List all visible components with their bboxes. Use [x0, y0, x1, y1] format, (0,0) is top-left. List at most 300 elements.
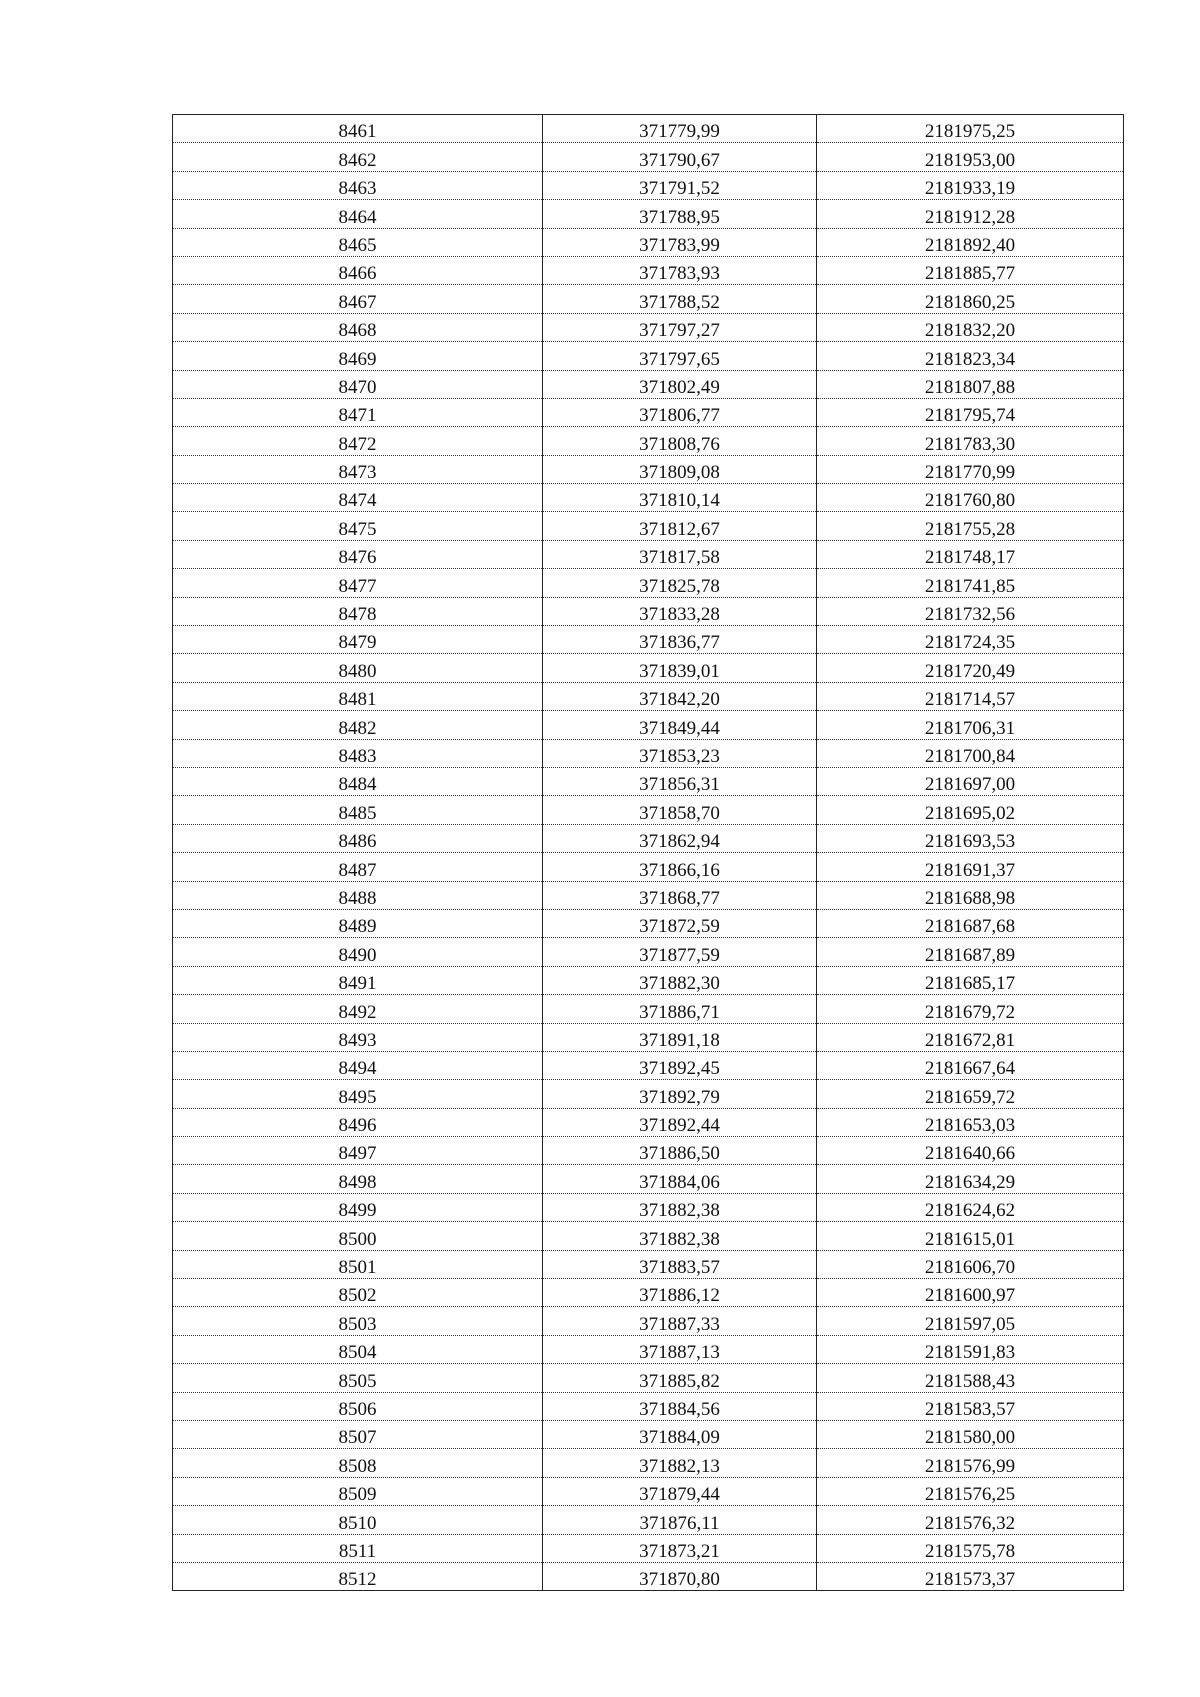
point-number-cell	[173, 1080, 543, 1108]
table-row	[173, 739, 1124, 767]
y-coordinate-text: 2181600,97	[924, 1285, 1016, 1307]
y-coordinate-cell	[817, 398, 1124, 426]
table-row	[173, 1080, 1124, 1108]
table-row	[173, 767, 1124, 795]
point-number-text: 8476	[338, 547, 377, 569]
point-number-cell	[173, 484, 543, 512]
point-number-text: 8468	[338, 320, 377, 342]
x-coordinate-text: 371788,95	[639, 206, 720, 228]
y-coordinate-cell	[817, 739, 1124, 767]
point-number-cell	[173, 228, 543, 256]
table-row	[173, 1108, 1124, 1136]
table-row	[173, 540, 1124, 568]
y-coordinate-text: 2181667,64	[924, 1058, 1016, 1080]
point-number-cell	[173, 853, 543, 881]
point-number-text: 8512	[338, 1569, 377, 1591]
y-coordinate-text: 2181687,89	[924, 944, 1016, 966]
table-row	[173, 115, 1124, 143]
x-coordinate-text: 371887,33	[639, 1313, 720, 1335]
x-coordinate-cell	[543, 767, 817, 795]
y-coordinate-cell	[817, 767, 1124, 795]
y-coordinate-cell	[817, 342, 1124, 370]
table-row	[173, 881, 1124, 909]
x-coordinate-cell	[543, 200, 817, 228]
point-number-text: 8490	[338, 944, 377, 966]
x-coordinate-cell	[543, 1335, 817, 1363]
y-coordinate-cell	[817, 1420, 1124, 1448]
y-coordinate-text: 2181597,05	[924, 1313, 1016, 1335]
table-row	[173, 200, 1124, 228]
table-row	[173, 228, 1124, 256]
y-coordinate-text: 2181615,01	[924, 1228, 1016, 1250]
x-coordinate-text: 371817,58	[639, 547, 720, 569]
y-coordinate-text: 2181634,29	[924, 1171, 1016, 1193]
y-coordinate-cell	[817, 1477, 1124, 1505]
point-number-text: 8491	[338, 973, 377, 995]
y-coordinate-text: 2181760,80	[924, 490, 1016, 512]
point-number-cell	[173, 427, 543, 455]
point-number-cell	[173, 796, 543, 824]
point-number-cell	[173, 881, 543, 909]
x-coordinate-cell	[543, 739, 817, 767]
table-row	[173, 1449, 1124, 1477]
point-number-text: 8465	[338, 234, 377, 256]
x-coordinate-cell	[543, 966, 817, 994]
y-coordinate-cell	[817, 1108, 1124, 1136]
x-coordinate-text: 371790,67	[639, 149, 720, 171]
point-number-text: 8477	[338, 575, 377, 597]
x-coordinate-text: 371882,13	[639, 1455, 720, 1477]
x-coordinate-cell	[543, 1562, 817, 1590]
x-coordinate-cell	[543, 1222, 817, 1250]
table-row	[173, 1392, 1124, 1420]
x-coordinate-cell	[543, 484, 817, 512]
point-number-text: 8462	[338, 149, 377, 171]
table-row	[173, 143, 1124, 171]
x-coordinate-cell	[543, 938, 817, 966]
y-coordinate-text: 2181912,28	[924, 206, 1016, 228]
y-coordinate-text: 2181687,68	[924, 916, 1016, 938]
point-number-text: 8495	[338, 1086, 377, 1108]
x-coordinate-cell	[543, 540, 817, 568]
x-coordinate-text: 371887,13	[639, 1342, 720, 1364]
y-coordinate-cell	[817, 1449, 1124, 1477]
y-coordinate-text: 2181953,00	[924, 149, 1016, 171]
point-number-text: 8500	[338, 1228, 377, 1250]
point-number-text: 8479	[338, 632, 377, 654]
y-coordinate-cell	[817, 1023, 1124, 1051]
point-number-cell	[173, 626, 543, 654]
x-coordinate-text: 371809,08	[639, 462, 720, 484]
x-coordinate-cell	[543, 1420, 817, 1448]
point-number-cell	[173, 1108, 543, 1136]
x-coordinate-cell	[543, 995, 817, 1023]
point-number-cell	[173, 1477, 543, 1505]
point-number-cell	[173, 1420, 543, 1448]
x-coordinate-text: 371842,20	[639, 689, 720, 711]
y-coordinate-cell	[817, 881, 1124, 909]
table-row	[173, 512, 1124, 540]
point-number-text: 8461	[338, 121, 377, 143]
point-number-cell	[173, 767, 543, 795]
y-coordinate-text: 2181860,25	[924, 291, 1016, 313]
point-number-text: 8494	[338, 1058, 377, 1080]
point-number-text: 8482	[338, 717, 377, 739]
point-number-text: 8503	[338, 1313, 377, 1335]
y-coordinate-text: 2181672,81	[924, 1029, 1016, 1051]
table-row	[173, 484, 1124, 512]
point-number-text: 8485	[338, 802, 377, 824]
point-number-cell	[173, 1506, 543, 1534]
table-row	[173, 626, 1124, 654]
y-coordinate-cell	[817, 1051, 1124, 1079]
point-number-cell	[173, 938, 543, 966]
x-coordinate-text: 371856,31	[639, 774, 720, 796]
x-coordinate-cell	[543, 1307, 817, 1335]
table-row	[173, 966, 1124, 994]
point-number-cell	[173, 200, 543, 228]
x-coordinate-cell	[543, 1165, 817, 1193]
table-row	[173, 1051, 1124, 1079]
y-coordinate-cell	[817, 370, 1124, 398]
x-coordinate-text: 371873,21	[639, 1540, 720, 1562]
y-coordinate-cell	[817, 228, 1124, 256]
y-coordinate-cell	[817, 1392, 1124, 1420]
point-number-text: 8484	[338, 774, 377, 796]
y-coordinate-text: 2181591,83	[924, 1342, 1016, 1364]
y-coordinate-text: 2181685,17	[924, 973, 1016, 995]
y-coordinate-text: 2181659,72	[924, 1086, 1016, 1108]
point-number-text: 8510	[338, 1512, 377, 1534]
table-row	[173, 1307, 1124, 1335]
point-number-cell	[173, 966, 543, 994]
x-coordinate-text: 371885,82	[639, 1370, 720, 1392]
x-coordinate-cell	[543, 654, 817, 682]
point-number-text: 8492	[338, 1001, 377, 1023]
y-coordinate-cell	[817, 512, 1124, 540]
x-coordinate-text: 371876,11	[639, 1512, 720, 1534]
x-coordinate-cell	[543, 342, 817, 370]
y-coordinate-cell	[817, 1364, 1124, 1392]
x-coordinate-text: 371839,01	[639, 660, 720, 682]
x-coordinate-cell	[543, 1023, 817, 1051]
table-row	[173, 1222, 1124, 1250]
table-row	[173, 1335, 1124, 1363]
table-row	[173, 1279, 1124, 1307]
x-coordinate-cell	[543, 1080, 817, 1108]
x-coordinate-text: 371825,78	[639, 575, 720, 597]
y-coordinate-text: 2181580,00	[924, 1427, 1016, 1449]
point-number-text: 8470	[338, 376, 377, 398]
y-coordinate-text: 2181588,43	[924, 1370, 1016, 1392]
y-coordinate-cell	[817, 484, 1124, 512]
y-coordinate-text: 2181823,34	[924, 348, 1016, 370]
point-number-cell	[173, 1449, 543, 1477]
point-number-cell	[173, 285, 543, 313]
x-coordinate-text: 371788,52	[639, 291, 720, 313]
x-coordinate-cell	[543, 597, 817, 625]
x-coordinate-text: 371892,44	[639, 1115, 720, 1137]
point-number-text: 8489	[338, 916, 377, 938]
x-coordinate-cell	[543, 1279, 817, 1307]
point-number-text: 8505	[338, 1370, 377, 1392]
point-number-cell	[173, 654, 543, 682]
x-coordinate-cell	[543, 1364, 817, 1392]
x-coordinate-text: 371802,49	[639, 376, 720, 398]
table-row	[173, 1562, 1124, 1590]
point-number-cell	[173, 569, 543, 597]
y-coordinate-cell	[817, 171, 1124, 199]
point-number-text: 8464	[338, 206, 377, 228]
point-number-text: 8474	[338, 490, 377, 512]
x-coordinate-cell	[543, 370, 817, 398]
point-number-text: 8488	[338, 887, 377, 909]
point-number-cell	[173, 370, 543, 398]
table-row	[173, 654, 1124, 682]
x-coordinate-text: 371882,38	[639, 1228, 720, 1250]
y-coordinate-text: 2181576,32	[924, 1512, 1016, 1534]
x-coordinate-cell	[543, 398, 817, 426]
point-number-cell	[173, 115, 543, 143]
y-coordinate-cell	[817, 1562, 1124, 1590]
x-coordinate-text: 371884,56	[639, 1398, 720, 1420]
point-number-text: 8496	[338, 1115, 377, 1137]
point-number-cell	[173, 256, 543, 284]
y-coordinate-cell	[817, 853, 1124, 881]
x-coordinate-cell	[543, 228, 817, 256]
point-number-cell	[173, 995, 543, 1023]
table-row	[173, 171, 1124, 199]
point-number-cell	[173, 1562, 543, 1590]
point-number-cell	[173, 313, 543, 341]
point-number-cell	[173, 398, 543, 426]
point-number-text: 8501	[338, 1257, 377, 1279]
x-coordinate-cell	[543, 455, 817, 483]
y-coordinate-cell	[817, 626, 1124, 654]
point-number-cell	[173, 540, 543, 568]
x-coordinate-text: 371882,38	[639, 1200, 720, 1222]
x-coordinate-text: 371791,52	[639, 178, 720, 200]
x-coordinate-text: 371879,44	[639, 1484, 720, 1506]
y-coordinate-text: 2181624,62	[924, 1200, 1016, 1222]
y-coordinate-cell	[817, 200, 1124, 228]
y-coordinate-cell	[817, 1335, 1124, 1363]
x-coordinate-text: 371866,16	[639, 859, 720, 881]
x-coordinate-text: 371886,12	[639, 1285, 720, 1307]
x-coordinate-text: 371858,70	[639, 802, 720, 824]
y-coordinate-text: 2181653,03	[924, 1115, 1016, 1137]
y-coordinate-text: 2181975,25	[924, 121, 1016, 143]
point-number-text: 8483	[338, 745, 377, 767]
point-number-text: 8499	[338, 1200, 377, 1222]
point-number-cell	[173, 711, 543, 739]
point-number-cell	[173, 1165, 543, 1193]
point-number-text: 8473	[338, 462, 377, 484]
point-number-text: 8507	[338, 1427, 377, 1449]
table-row	[173, 909, 1124, 937]
table-row	[173, 853, 1124, 881]
y-coordinate-text: 2181573,37	[924, 1569, 1016, 1591]
point-number-text: 8508	[338, 1455, 377, 1477]
table-row	[173, 597, 1124, 625]
point-number-cell	[173, 1222, 543, 1250]
y-coordinate-cell	[817, 1222, 1124, 1250]
x-coordinate-text: 371779,99	[639, 121, 720, 143]
table-row	[173, 995, 1124, 1023]
point-number-text: 8478	[338, 604, 377, 626]
table-row	[173, 427, 1124, 455]
point-number-text: 8466	[338, 263, 377, 285]
point-number-cell	[173, 1307, 543, 1335]
table-row	[173, 824, 1124, 852]
y-coordinate-text: 2181697,00	[924, 774, 1016, 796]
y-coordinate-cell	[817, 1506, 1124, 1534]
point-number-cell	[173, 1193, 543, 1221]
x-coordinate-cell	[543, 143, 817, 171]
point-number-cell	[173, 1023, 543, 1051]
y-coordinate-text: 2181724,35	[924, 632, 1016, 654]
x-coordinate-cell	[543, 1392, 817, 1420]
y-coordinate-text: 2181795,74	[924, 405, 1016, 427]
y-coordinate-text: 2181741,85	[924, 575, 1016, 597]
y-coordinate-cell	[817, 824, 1124, 852]
y-coordinate-cell	[817, 1137, 1124, 1165]
point-number-text: 8475	[338, 518, 377, 540]
x-coordinate-text: 371892,45	[639, 1058, 720, 1080]
table-row	[173, 1534, 1124, 1562]
y-coordinate-text: 2181695,02	[924, 802, 1016, 824]
y-coordinate-cell	[817, 285, 1124, 313]
y-coordinate-cell	[817, 115, 1124, 143]
y-coordinate-cell	[817, 995, 1124, 1023]
table-row	[173, 1420, 1124, 1448]
x-coordinate-text: 371870,80	[639, 1569, 720, 1591]
point-number-cell	[173, 171, 543, 199]
y-coordinate-text: 2181575,78	[924, 1540, 1016, 1562]
y-coordinate-text: 2181783,30	[924, 433, 1016, 455]
y-coordinate-text: 2181807,88	[924, 376, 1016, 398]
x-coordinate-text: 371883,57	[639, 1257, 720, 1279]
x-coordinate-text: 371886,71	[639, 1001, 720, 1023]
coordinates-table-body	[173, 115, 1124, 1591]
point-number-text: 8481	[338, 689, 377, 711]
point-number-text: 8469	[338, 348, 377, 370]
y-coordinate-cell	[817, 966, 1124, 994]
x-coordinate-text: 371783,99	[639, 234, 720, 256]
table-row	[173, 285, 1124, 313]
y-coordinate-text: 2181576,99	[924, 1455, 1016, 1477]
x-coordinate-text: 371886,50	[639, 1143, 720, 1165]
x-coordinate-text: 371862,94	[639, 831, 720, 853]
x-coordinate-cell	[543, 711, 817, 739]
x-coordinate-text: 371884,06	[639, 1171, 720, 1193]
table-row	[173, 342, 1124, 370]
table-row	[173, 711, 1124, 739]
x-coordinate-text: 371808,76	[639, 433, 720, 455]
y-coordinate-cell	[817, 654, 1124, 682]
coordinates-table	[172, 114, 1124, 1591]
table-row	[173, 682, 1124, 710]
table-row	[173, 370, 1124, 398]
y-coordinate-text: 2181748,17	[924, 547, 1016, 569]
y-coordinate-cell	[817, 1279, 1124, 1307]
y-coordinate-cell	[817, 1307, 1124, 1335]
y-coordinate-text: 2181679,72	[924, 1001, 1016, 1023]
x-coordinate-cell	[543, 115, 817, 143]
point-number-cell	[173, 824, 543, 852]
y-coordinate-text: 2181640,66	[924, 1143, 1016, 1165]
point-number-text: 8471	[338, 405, 377, 427]
y-coordinate-text: 2181720,49	[924, 660, 1016, 682]
point-number-cell	[173, 1250, 543, 1278]
x-coordinate-text: 371849,44	[639, 717, 720, 739]
y-coordinate-text: 2181606,70	[924, 1257, 1016, 1279]
x-coordinate-text: 371810,14	[639, 490, 720, 512]
table-row	[173, 1364, 1124, 1392]
x-coordinate-cell	[543, 881, 817, 909]
x-coordinate-text: 371783,93	[639, 263, 720, 285]
y-coordinate-cell	[817, 427, 1124, 455]
x-coordinate-cell	[543, 824, 817, 852]
y-coordinate-text: 2181583,57	[924, 1398, 1016, 1420]
y-coordinate-cell	[817, 1080, 1124, 1108]
x-coordinate-cell	[543, 1506, 817, 1534]
x-coordinate-cell	[543, 285, 817, 313]
point-number-text: 8467	[338, 291, 377, 313]
point-number-cell	[173, 1137, 543, 1165]
table-row	[173, 1477, 1124, 1505]
x-coordinate-text: 371797,27	[639, 320, 720, 342]
x-coordinate-text: 371868,77	[639, 887, 720, 909]
table-row	[173, 256, 1124, 284]
x-coordinate-cell	[543, 1250, 817, 1278]
x-coordinate-text: 371882,30	[639, 973, 720, 995]
table-row	[173, 1165, 1124, 1193]
point-number-text: 8506	[338, 1398, 377, 1420]
y-coordinate-cell	[817, 455, 1124, 483]
x-coordinate-cell	[543, 569, 817, 597]
point-number-cell	[173, 143, 543, 171]
x-coordinate-text: 371872,59	[639, 916, 720, 938]
x-coordinate-cell	[543, 626, 817, 654]
x-coordinate-cell	[543, 1137, 817, 1165]
point-number-text: 8504	[338, 1342, 377, 1364]
x-coordinate-cell	[543, 1193, 817, 1221]
x-coordinate-cell	[543, 1477, 817, 1505]
x-coordinate-cell	[543, 909, 817, 937]
y-coordinate-cell	[817, 313, 1124, 341]
x-coordinate-text: 371797,65	[639, 348, 720, 370]
table-row	[173, 1023, 1124, 1051]
table-row	[173, 569, 1124, 597]
y-coordinate-cell	[817, 1250, 1124, 1278]
point-number-text: 8493	[338, 1029, 377, 1051]
point-number-cell	[173, 512, 543, 540]
y-coordinate-cell	[817, 569, 1124, 597]
point-number-text: 8502	[338, 1285, 377, 1307]
point-number-text: 8509	[338, 1484, 377, 1506]
table-row	[173, 1193, 1124, 1221]
table-row	[173, 796, 1124, 824]
x-coordinate-text: 371836,77	[639, 632, 720, 654]
x-coordinate-text: 371877,59	[639, 944, 720, 966]
x-coordinate-cell	[543, 853, 817, 881]
y-coordinate-text: 2181700,84	[924, 745, 1016, 767]
table-row	[173, 313, 1124, 341]
y-coordinate-text: 2181832,20	[924, 320, 1016, 342]
y-coordinate-text: 2181693,53	[924, 831, 1016, 853]
y-coordinate-cell	[817, 1193, 1124, 1221]
